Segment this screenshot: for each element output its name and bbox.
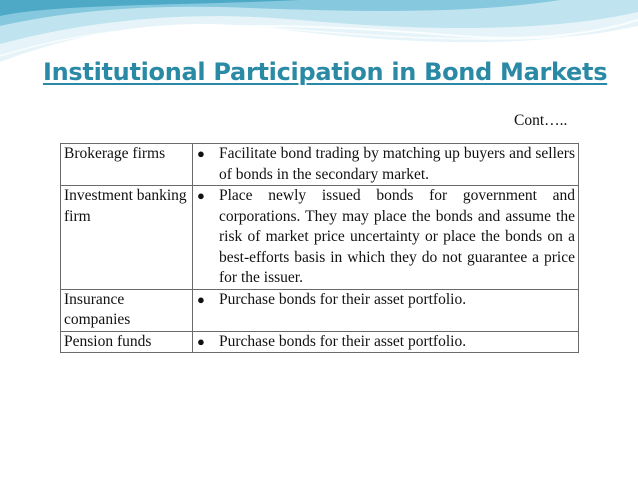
continuation-label: Cont….. xyxy=(514,112,568,129)
row-description: Facilitate bond trading by matching up buyers and sellers of bonds in the secondary market. xyxy=(219,145,575,183)
bullet-icon: ● xyxy=(197,188,205,203)
slide-title: Institutional Participation in Bond Markets xyxy=(43,58,608,86)
institutions-table xyxy=(60,143,579,353)
table-row xyxy=(61,186,579,290)
row-label: Brokerage firms xyxy=(61,144,193,186)
bullet-icon: ● xyxy=(197,333,205,349)
row-description-cell xyxy=(193,144,579,186)
bullet-icon: ● xyxy=(197,146,205,161)
row-label: Pension funds xyxy=(61,331,193,353)
row-description-cell xyxy=(193,289,579,331)
bullet-icon: ● xyxy=(197,291,205,307)
row-description-cell xyxy=(193,331,579,353)
row-description: Purchase bonds for their asset portfolio. xyxy=(219,332,467,350)
row-description: Purchase bonds for their asset portfolio. xyxy=(219,290,467,308)
table-row xyxy=(61,331,579,353)
row-label: Insurance companies xyxy=(61,289,193,331)
table-row xyxy=(61,289,579,331)
row-description-cell xyxy=(193,186,579,290)
table-row xyxy=(61,144,579,186)
row-label: Investment banking firm xyxy=(61,186,193,290)
row-description: Place newly issued bonds for government and corporations. They may place the bonds and assume the risk of market price uncertainty or place the bonds on a best-efforts basis in which they do not guarantee a price for the issuer. xyxy=(219,187,575,286)
